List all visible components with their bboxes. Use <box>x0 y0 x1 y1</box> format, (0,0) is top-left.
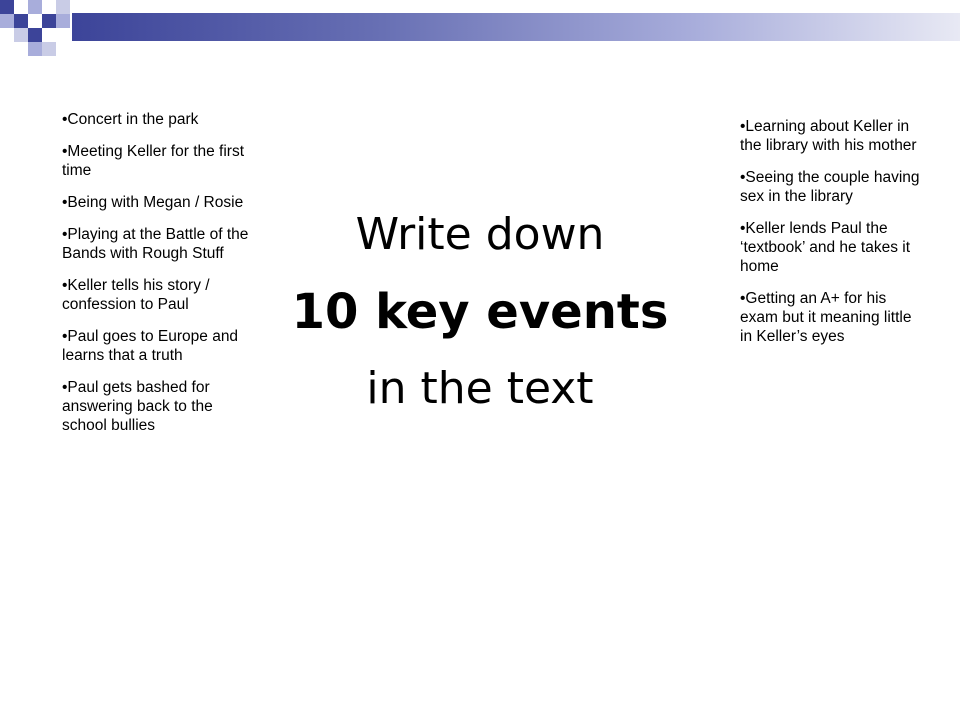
decor-square <box>14 28 28 42</box>
list-item: •Seeing the couple having sex in the library <box>740 169 920 205</box>
decor-square <box>42 14 56 28</box>
title-line-1: Write down <box>355 209 605 260</box>
list-item: •Being with Megan / Rosie <box>62 194 244 211</box>
list-item: •Keller lends Paul the ‘textbook’ and he takes it home <box>740 220 911 275</box>
slide-title <box>270 200 690 424</box>
title-line-3: in the text <box>366 363 594 414</box>
decor-square <box>0 0 14 14</box>
decor-square <box>14 42 28 56</box>
decor-square <box>28 42 42 56</box>
decor-square <box>0 14 14 28</box>
list-item: •Paul goes to Europe and learns that a truth <box>62 328 239 364</box>
list-item: •Learning about Keller in the library with his mother <box>740 118 917 154</box>
decor-square <box>28 0 42 14</box>
header-gradient-bar <box>72 13 960 41</box>
left-events-list <box>62 110 252 448</box>
decor-square <box>0 28 14 42</box>
list-item: •Keller tells his story / confession to Paul <box>62 277 210 313</box>
decor-square <box>42 0 56 14</box>
decor-square <box>28 28 42 42</box>
list-item: •Paul gets bashed for answering back to the school bullies <box>62 379 213 434</box>
list-item: •Concert in the park <box>62 111 199 128</box>
decor-square <box>42 28 56 42</box>
decor-square <box>42 42 56 56</box>
decor-square <box>14 14 28 28</box>
list-item: •Playing at the Battle of the Bands with Rough Stuff <box>62 226 249 262</box>
decor-square <box>56 0 70 14</box>
list-item: •Meeting Keller for the first time <box>62 143 245 179</box>
decor-square <box>14 0 28 14</box>
decor-square <box>56 14 70 28</box>
right-events-list <box>740 117 920 359</box>
decor-square <box>28 14 42 28</box>
title-line-2: 10 key events <box>291 284 669 340</box>
list-item: •Getting an A+ for his exam but it meaning little in Keller’s eyes <box>740 290 912 345</box>
